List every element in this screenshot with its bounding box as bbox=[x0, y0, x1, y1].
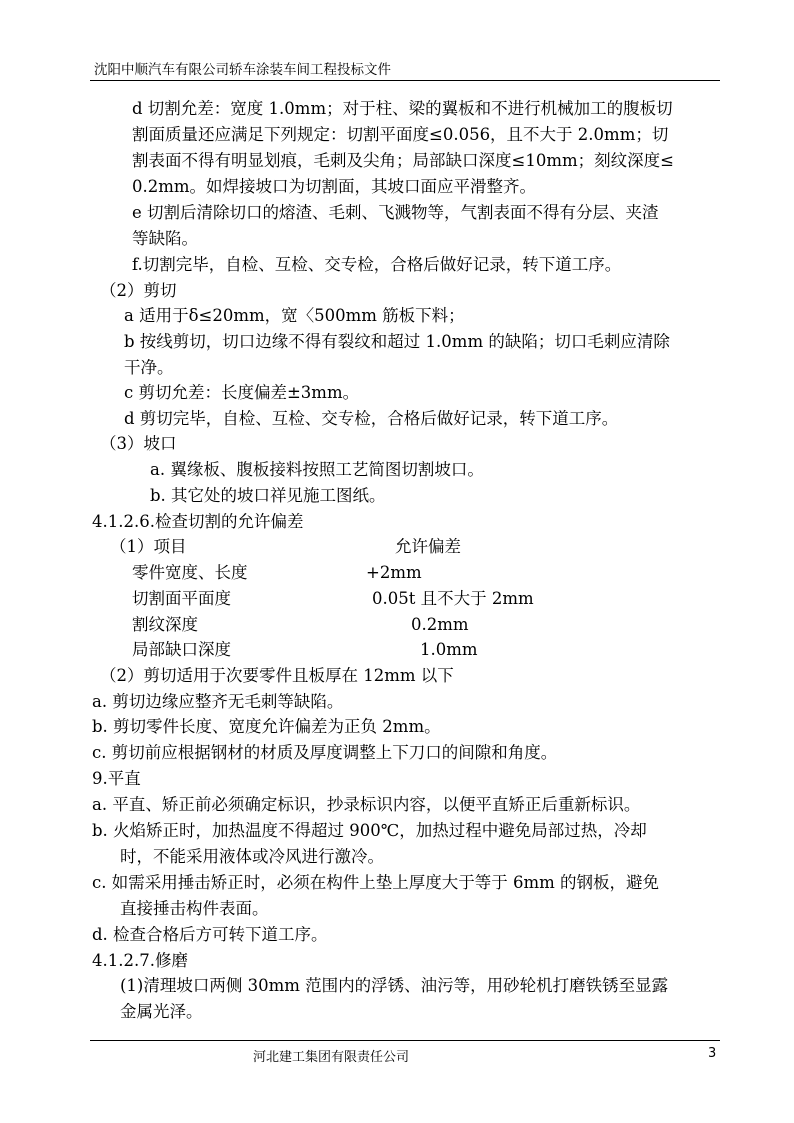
text-line: e 切割后清除切口的熔渣、毛刺、飞溅物等，气割表面不得有分层、夹渣 bbox=[132, 203, 659, 222]
text-line: c 剪切允差：长度偏差±3mm。 bbox=[124, 383, 360, 402]
table-cell-item: 割纹深度 bbox=[132, 615, 198, 634]
text-line: 4.1.2.6.检查切割的允许偏差 bbox=[92, 512, 304, 531]
text-line: 等缺陷。 bbox=[132, 229, 198, 248]
text-line: d. 检查合格后方可转下道工序。 bbox=[92, 925, 328, 944]
text-line: 9.平直 bbox=[92, 769, 141, 788]
text-line: （2）剪切 bbox=[100, 281, 177, 300]
text-line: a 适用于δ≤20mm，宽〈500mm 筋板下料； bbox=[124, 306, 465, 325]
footer-company: 河北建工集团有限责任公司 bbox=[253, 1050, 410, 1065]
text-line: a. 平直、矫正前必须确定标识，抄录标识内容，以便平直矫正后重新标识。 bbox=[92, 795, 641, 814]
table-cell-item: 局部缺口深度 bbox=[132, 640, 231, 659]
table-cell-tolerance: 0.05t 且不大于 2mm bbox=[372, 589, 534, 608]
table-cell-item: 零件宽度、长度 bbox=[132, 563, 248, 582]
text-line: c. 剪切前应根据钢材的材质及厚度调整上下刀口的间隙和角度。 bbox=[92, 743, 558, 762]
text-line: b 按线剪切，切口边缘不得有裂纹和超过 1.0mm 的缺陷；切口毛刺应清除 bbox=[124, 332, 670, 351]
table-header-tolerance: 允许偏差 bbox=[395, 537, 461, 556]
text-line: 时，不能采用液体或冷风进行激冷。 bbox=[120, 847, 384, 866]
text-line: (1)清理坡口两侧 30mm 范围内的浮锈、油污等，用砂轮机打磨铁锈至显露 bbox=[120, 976, 669, 995]
text-line: b. 其它处的坡口祥见施工图纸。 bbox=[150, 486, 386, 505]
text-line: d 剪切完毕，自检、互检、交专检，合格后做好记录，转下道工序。 bbox=[124, 409, 619, 428]
text-line: 直接捶击构件表面。 bbox=[120, 899, 269, 918]
page-number: 3 bbox=[708, 1046, 717, 1061]
text-line: 割面质量还应满足下列规定：切割平面度≤0.056，且不大于 2.0mm；切 bbox=[132, 125, 669, 144]
table-cell-tolerance: +2mm bbox=[366, 563, 422, 582]
text-line: 4.1.2.7.修磨 bbox=[92, 951, 188, 970]
text-line: d 切割允差：宽度 1.0mm；对于柱、梁的翼板和不进行机械加工的腹板切 bbox=[132, 99, 673, 118]
text-line: 0.2mm。如焊接坡口为切割面，其坡口面应平滑整齐。 bbox=[132, 177, 537, 196]
text-line: 割表面不得有明显划痕，毛刺及尖角；局部缺口深度≤10mm；刻纹深度≤ bbox=[132, 151, 674, 170]
text-line: 干净。 bbox=[124, 358, 174, 377]
table-cell-tolerance: 0.2mm bbox=[411, 615, 469, 634]
table-header-item: （1）项目 bbox=[110, 537, 187, 556]
text-line: 金属光泽。 bbox=[120, 1002, 203, 1021]
text-line: a. 翼缘板、腹板接料按照工艺简图切割坡口。 bbox=[150, 460, 484, 479]
text-line: c. 如需采用捶击矫正时，必须在构件上垫上厚度大于等于 6mm 的钢板，避免 bbox=[92, 873, 660, 892]
header-rule bbox=[90, 80, 720, 81]
table-cell-tolerance: 1.0mm bbox=[420, 640, 478, 659]
text-line: （3）坡口 bbox=[100, 434, 177, 453]
text-line: a. 剪切边缘应整齐无毛刺等缺陷。 bbox=[92, 692, 344, 711]
footer-rule bbox=[90, 1040, 720, 1041]
table-cell-item: 切割面平面度 bbox=[132, 589, 231, 608]
text-line: b. 火焰矫正时，加热温度不得超过 900℃，加热过程中避免局部过热，冷却 bbox=[92, 821, 647, 840]
text-line: （2）剪切适用于次要零件且板厚在 12mm 以下 bbox=[100, 666, 454, 685]
text-line: b. 剪切零件长度、宽度允许偏差为正负 2mm。 bbox=[92, 717, 441, 736]
text-line: f.切割完毕，自检、互检、交专检，合格后做好记录，转下道工序。 bbox=[132, 255, 622, 274]
page-header: 沈阳中顺汽车有限公司轿车涂装车间工程投标文件 bbox=[94, 62, 391, 78]
